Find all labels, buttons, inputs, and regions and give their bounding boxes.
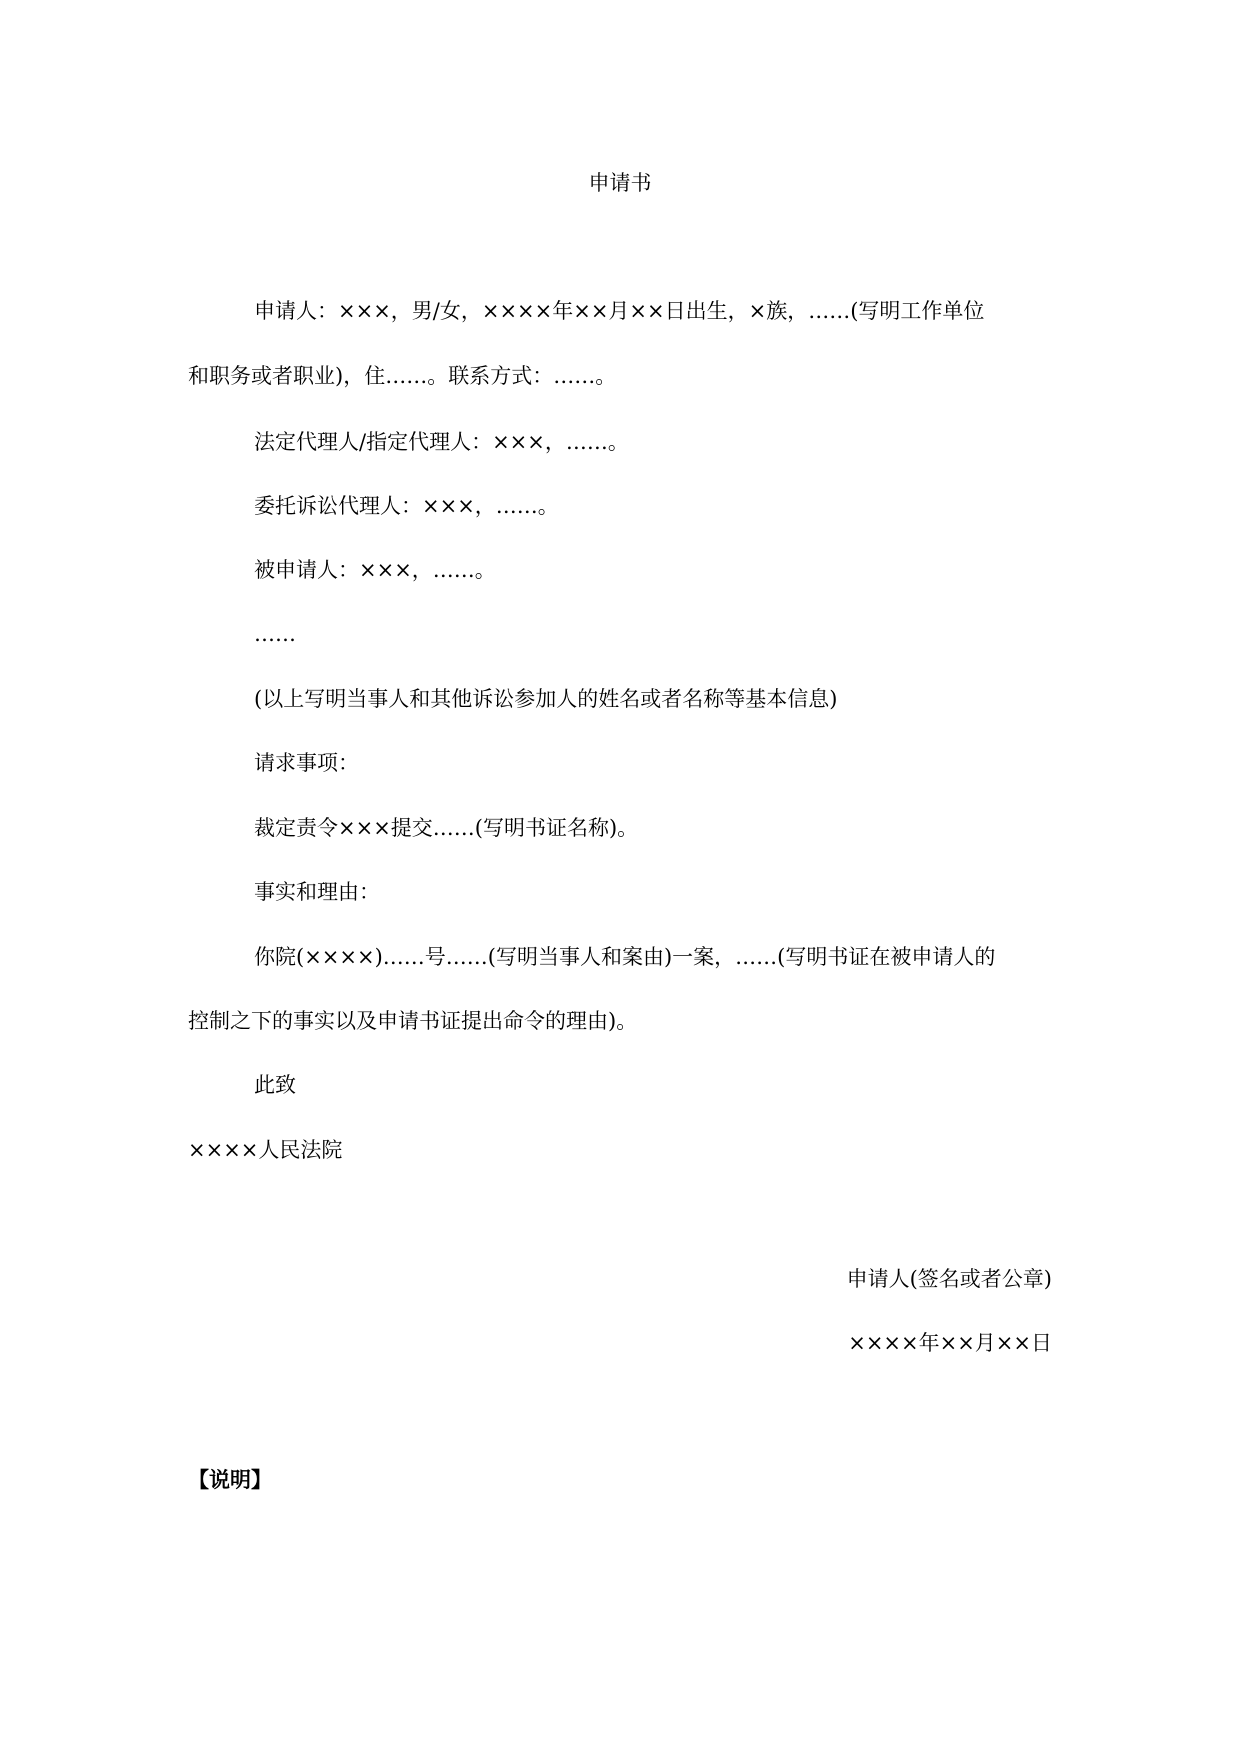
ellipsis-line: …… — [254, 622, 296, 646]
note-heading: 【说明】 — [188, 1467, 272, 1492]
applicant-line-2: 和职务或者职业)，住……。联系方式：……。 — [188, 364, 617, 388]
respondent-line: 被申请人：×××，……。 — [254, 558, 496, 582]
claims-heading: 请求事项： — [254, 751, 359, 775]
facts-line-1: 你院(××××)……号……(写明当事人和案由)一案，……(写明书证在被申请人的 — [254, 945, 996, 969]
salutation: 此致 — [254, 1073, 296, 1097]
court-name: ××××人民法院 — [188, 1138, 343, 1162]
signature-line: 申请人(签名或者公章) — [846, 1267, 1052, 1291]
claim-line: 裁定责令×××提交……(写明书证名称)。 — [254, 816, 639, 840]
facts-line-2: 控制之下的事实以及申请书证提出命令的理由)。 — [188, 1009, 638, 1033]
applicant-line-1: 申请人：×××，男/女，××××年××月××日出生，×族，……(写明工作单位 — [254, 299, 985, 323]
date-line: ××××年××月××日 — [848, 1331, 1052, 1355]
legal-representative-line: 法定代理人/指定代理人：×××，……。 — [254, 430, 629, 454]
litigation-agent-line: 委托诉讼代理人：×××，……。 — [254, 494, 559, 518]
document-title: 申请书 — [588, 171, 652, 195]
party-info-note: (以上写明当事人和其他诉讼参加人的姓名或者名称等基本信息) — [254, 687, 838, 711]
facts-heading: 事实和理由： — [254, 880, 380, 904]
